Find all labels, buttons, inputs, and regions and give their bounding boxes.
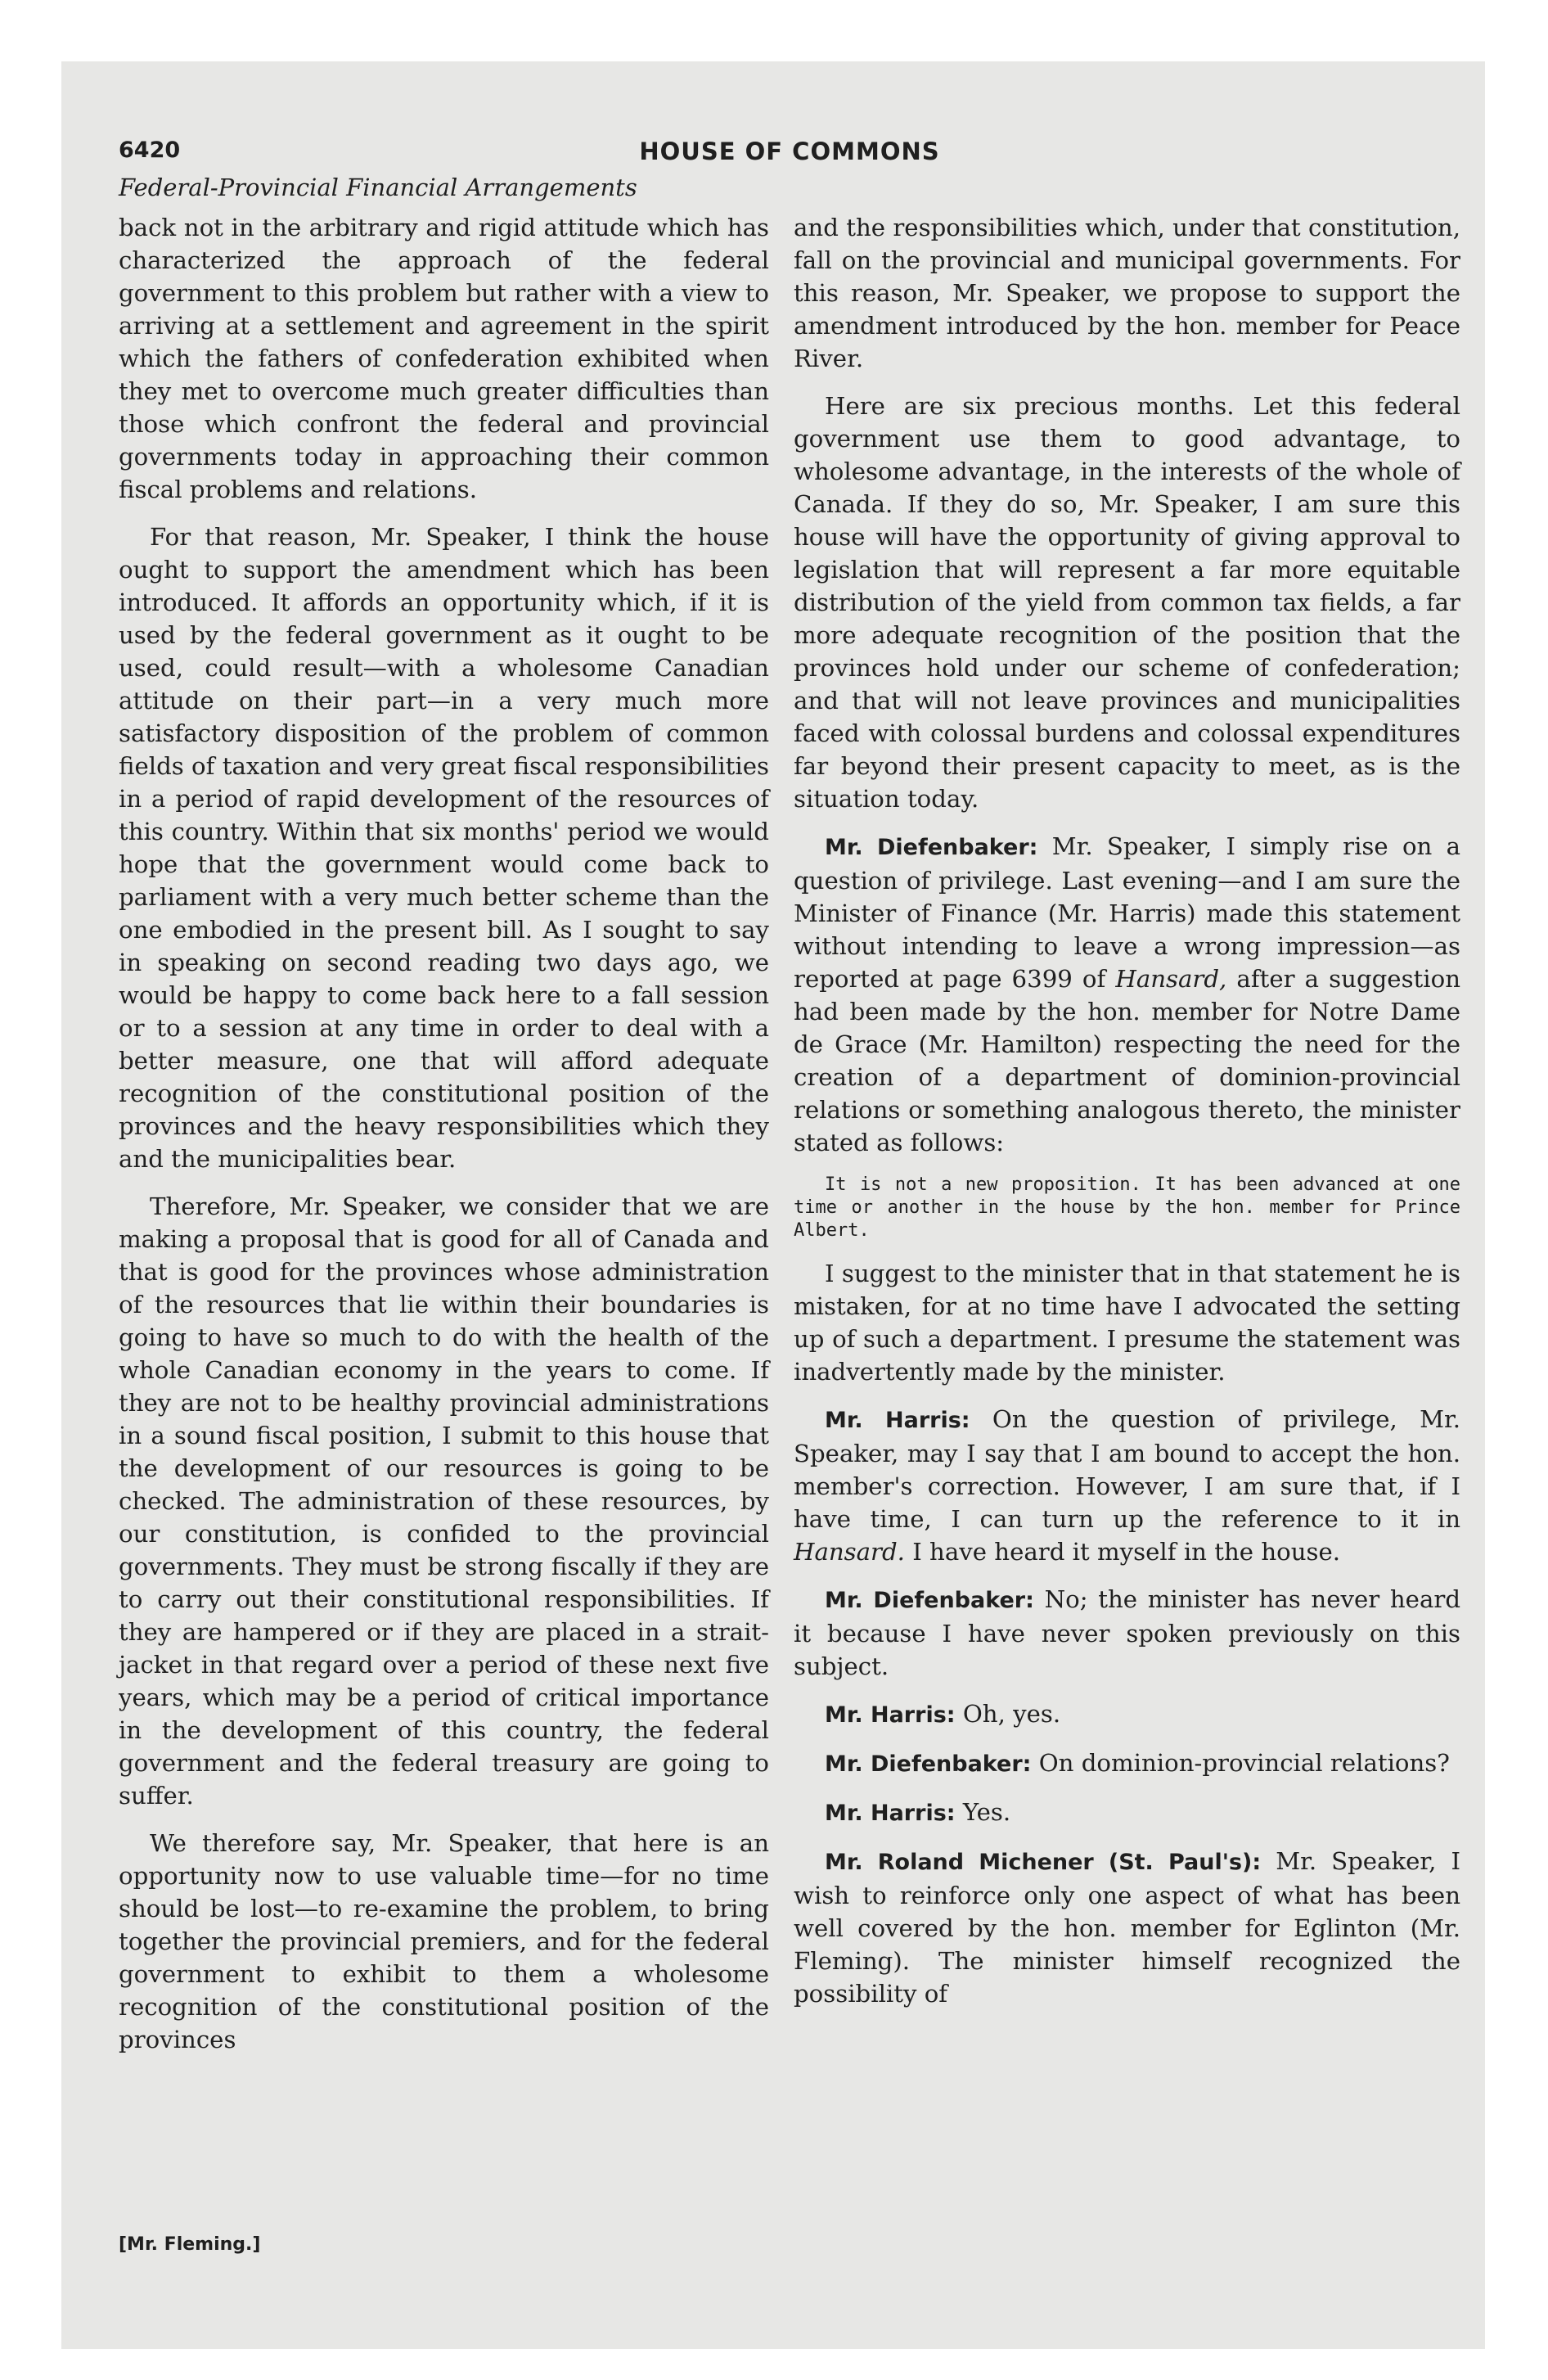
speech-text: I have heard it myself in the house. bbox=[904, 1538, 1341, 1566]
speaker-name: Mr. Harris: bbox=[825, 1801, 956, 1826]
paragraph: Therefore, Mr. Speaker, we consider that we are making a proposal that is good for all of Canada and that is good for the provinces whose administration of the resources that lie within their boundaries is going to have so much to do with the health of the whole Canadian economy in the years to come. If they are not to be healthy provincial administrations in a sound fiscal position, I submit to this house that the development of our resources is going to be checked. The administration of these resources, by our constitution, is confided to the provincial governments. They must be strong fiscally if they are to carry out their constitutional responsibilities. If they are hampered or if they are placed in a strait-jacket in that regard over a period of these next five years, which may be a period of critical importance in the development of this country, the federal government and the federal treasury are going to suffer. bbox=[119, 1192, 769, 1810]
speech-entry bbox=[794, 1697, 1460, 1732]
speech-text: after a suggestion had been made by the hon. member for Notre Dame de Grace (Mr. Hamilton) respecting the need for the creation of a department of dominion-provincial relations or something analogous thereto, the minister stated as follows: bbox=[794, 965, 1460, 1156]
speaker-name: Mr. Diefenbaker: bbox=[825, 1588, 1034, 1613]
speaker-name: Mr. Harris: bbox=[825, 1408, 970, 1433]
right-column bbox=[794, 211, 1460, 2025]
page-header bbox=[119, 137, 1460, 170]
speech-text: No; the minister has never heard it because I have never spoken previously on this subject. bbox=[794, 1585, 1460, 1680]
speech-text: Mr. Speaker, I simply rise on a question of privilege. Last evening—and I am sure the Minister of Finance (Mr. Harris) made this statement without intending to leave a wrong impression—as reported at page 6399 of bbox=[794, 832, 1461, 993]
speech-entry bbox=[794, 1845, 1460, 2010]
paragraph: back not in the arbitrary and rigid attitude which has characterized the approach of the federal government to this problem but rather with a view to arriving at a settlement and agreement in the spirit which the fathers of confederation exhibited when they met to overcome much greater difficulties than those which confront the federal and provincial governments today in approaching their common fiscal problems and relations. bbox=[119, 214, 769, 503]
speech-text: Yes. bbox=[955, 1798, 1011, 1826]
paragraph: I suggest to the minister that in that statement he is mistaken, for at no time have I advocated the setting up of such a department. I presume the statement was inadvertently made by the minister. bbox=[794, 1260, 1460, 1386]
running-title: HOUSE OF COMMONS bbox=[639, 137, 940, 165]
speech-text: Mr. Speaker, I wish to reinforce only one aspect of what has been well covered by the hon. member for Eglinton (Mr. Fleming). The minister himself recognized the possibility of bbox=[794, 1847, 1460, 2008]
speaker-name: Mr. Roland Michener (St. Paul's): bbox=[825, 1850, 1262, 1875]
left-column bbox=[119, 211, 769, 2071]
speech-entry bbox=[794, 1403, 1460, 1568]
hansard-page bbox=[119, 123, 1460, 2267]
paragraph: and the responsibilities which, under that constitution, fall on the provincial and municipal governments. For this reason, Mr. Speaker, we propose to support the amendment introduced by the hon. member for Peace River. bbox=[794, 214, 1460, 372]
block-quote: It is not a new proposition. It has been advanced at one time or another in the house by the hon. member for Prince Albert. bbox=[794, 1174, 1460, 1241]
speech-entry bbox=[794, 1747, 1460, 1781]
speech-text: On dominion-provincial relations? bbox=[1031, 1749, 1450, 1777]
speech-entry bbox=[794, 1796, 1460, 1830]
speaker-name: Mr. Harris: bbox=[825, 1702, 956, 1728]
speech-italic: Hansard. bbox=[794, 1538, 905, 1566]
speech-text: On the question of privilege, Mr. Speaker, may I say that I am bound to accept the hon. member's correction. However, I am sure that, if I have time, I can turn up the reference to it in bbox=[794, 1405, 1460, 1533]
speech-text: Oh, yes. bbox=[955, 1700, 1061, 1728]
section-title: Federal-Provincial Financial Arrangements bbox=[119, 174, 637, 201]
page-number: 6420 bbox=[119, 137, 181, 163]
speaker-name: Mr. Diefenbaker: bbox=[825, 835, 1038, 860]
speech-italic: Hansard, bbox=[1115, 965, 1227, 993]
paragraph: Here are six precious months. Let this federal government use them to good advantage, to wholesome advantage, in the interests of the whole of Canada. If they do so, Mr. Speaker, I am sure this house will have the opportunity of giving approval to legislation that will represent a far more equitable distribution of the yield from common tax fields, a far more adequate recognition of the position that the provinces hold under our scheme of confederation; and that will not leave provinces and municipalities faced with colossal burdens and colossal expenditures far beyond their present capacity to meet, as is the situation today. bbox=[794, 392, 1460, 813]
paragraph: We therefore say, Mr. Speaker, that here is an opportunity now to use valuable time—for no time should be lost—to re-examine the problem, to bring together the provincial premiers, and for the federal government to exhibit to them a wholesome recognition of the constitutional position of the provinces bbox=[119, 1829, 769, 2053]
speaker-attribution: [Mr. Fleming.] bbox=[119, 2234, 261, 2255]
paragraph: For that reason, Mr. Speaker, I think the house ought to support the amendment which has been introduced. It affords an opportunity which, if it is used by the federal government as it ought to be used, could result—with a wholesome Canadian attitude on their part—in a very much more satisfactory disposition of the problem of common fields of taxation and very great fiscal responsibilities in a period of rapid development of the resources of this country. Within that six months' period we would hope that the government would come back to parliament with a very much better scheme than the one embodied in the present bill. As I sought to say in speaking on second reading two days ago, we would be happy to come back here to a fall session or to a session at any time in order to deal with a better measure, one that will afford adequate recognition of the constitutional position of the provinces and the heavy responsibilities which they and the municipalities bear. bbox=[119, 523, 769, 1173]
speaker-name: Mr. Diefenbaker: bbox=[825, 1751, 1032, 1777]
speech-entry bbox=[794, 830, 1460, 1159]
speech-entry bbox=[794, 1583, 1460, 1683]
